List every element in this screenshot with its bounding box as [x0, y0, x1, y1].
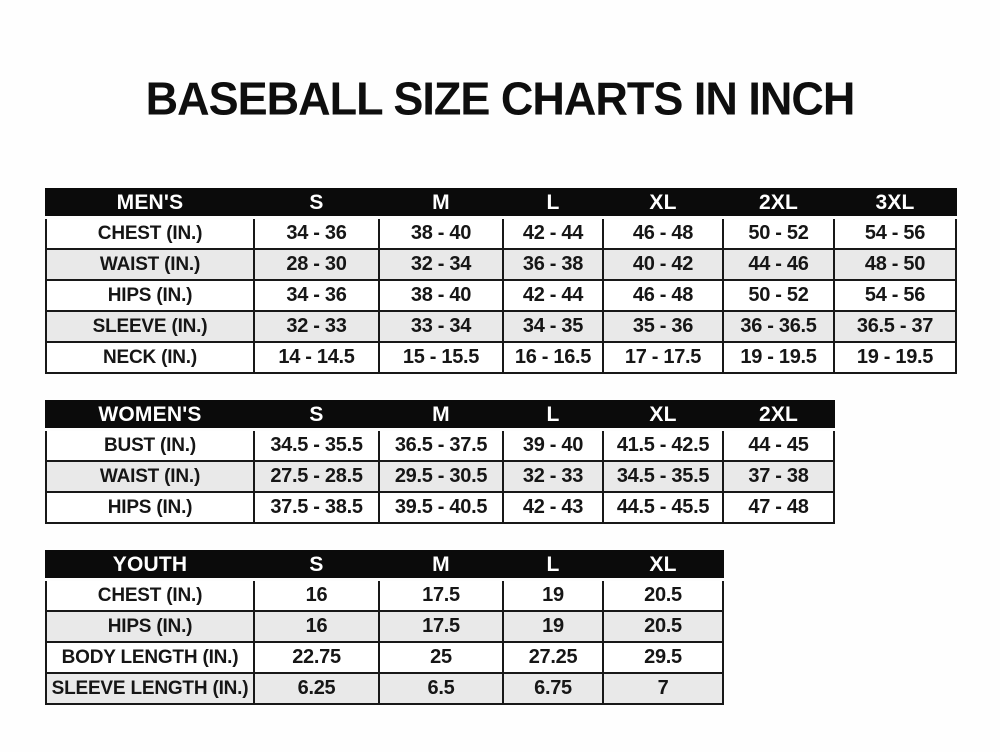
value-cell: 32 - 34	[379, 249, 503, 280]
value-cell: 17.5	[379, 611, 503, 642]
value-cell: 40 - 42	[603, 249, 723, 280]
value-cell: 54 - 56	[834, 218, 956, 250]
womens-table-grid	[45, 400, 835, 524]
size-header-cell: 2XL	[723, 189, 834, 218]
value-cell: 17.5	[379, 580, 503, 612]
size-header-cell: M	[379, 189, 503, 218]
youth-header-row	[46, 551, 723, 580]
table-row	[46, 492, 834, 523]
table-row	[46, 342, 956, 373]
value-cell: 42 - 43	[503, 492, 603, 523]
value-cell: 44.5 - 45.5	[603, 492, 723, 523]
value-cell: 19	[503, 580, 603, 612]
value-cell: 36 - 36.5	[723, 311, 834, 342]
value-cell: 36 - 38	[503, 249, 603, 280]
mens-size-table	[45, 188, 957, 374]
womens-size-table	[45, 400, 835, 524]
value-cell: 38 - 40	[379, 218, 503, 250]
table-row	[46, 280, 956, 311]
row-label-cell: BODY LENGTH (IN.)	[46, 642, 254, 673]
value-cell: 20.5	[603, 580, 723, 612]
value-cell: 16	[254, 580, 379, 612]
value-cell: 35 - 36	[603, 311, 723, 342]
value-cell: 37 - 38	[723, 461, 834, 492]
value-cell: 39.5 - 40.5	[379, 492, 503, 523]
value-cell: 33 - 34	[379, 311, 503, 342]
value-cell: 34.5 - 35.5	[254, 430, 379, 462]
value-cell: 38 - 40	[379, 280, 503, 311]
size-header-cell: S	[254, 401, 379, 430]
value-cell: 6.75	[503, 673, 603, 704]
table-row	[46, 673, 723, 704]
value-cell: 28 - 30	[254, 249, 379, 280]
value-cell: 14 - 14.5	[254, 342, 379, 373]
value-cell: 17 - 17.5	[603, 342, 723, 373]
size-header-cell: L	[503, 189, 603, 218]
youth-table-grid	[45, 550, 724, 705]
size-header-cell: M	[379, 551, 503, 580]
value-cell: 32 - 33	[254, 311, 379, 342]
value-cell: 34.5 - 35.5	[603, 461, 723, 492]
value-cell: 39 - 40	[503, 430, 603, 462]
value-cell: 36.5 - 37.5	[379, 430, 503, 462]
row-label-cell: HIPS (IN.)	[46, 611, 254, 642]
value-cell: 20.5	[603, 611, 723, 642]
value-cell: 29.5 - 30.5	[379, 461, 503, 492]
value-cell: 25	[379, 642, 503, 673]
row-label-cell: CHEST (IN.)	[46, 580, 254, 612]
womens-header-row	[46, 401, 834, 430]
value-cell: 41.5 - 42.5	[603, 430, 723, 462]
mens-table-grid	[45, 188, 957, 374]
value-cell: 50 - 52	[723, 280, 834, 311]
size-header-cell: XL	[603, 189, 723, 218]
table-row	[46, 580, 723, 612]
value-cell: 7	[603, 673, 723, 704]
size-header-cell: XL	[603, 551, 723, 580]
table-row	[46, 311, 956, 342]
row-label-cell: HIPS (IN.)	[46, 280, 254, 311]
value-cell: 46 - 48	[603, 280, 723, 311]
value-cell: 48 - 50	[834, 249, 956, 280]
table-title-cell: MEN'S	[46, 189, 254, 218]
value-cell: 50 - 52	[723, 218, 834, 250]
value-cell: 34 - 35	[503, 311, 603, 342]
row-label-cell: WAIST (IN.)	[46, 249, 254, 280]
table-row	[46, 218, 956, 250]
value-cell: 46 - 48	[603, 218, 723, 250]
value-cell: 34 - 36	[254, 280, 379, 311]
row-label-cell: CHEST (IN.)	[46, 218, 254, 250]
value-cell: 19 - 19.5	[723, 342, 834, 373]
page-title: BASEBALL SIZE CHARTS IN INCH	[145, 72, 855, 126]
row-label-cell: SLEEVE LENGTH (IN.)	[46, 673, 254, 704]
value-cell: 16	[254, 611, 379, 642]
value-cell: 29.5	[603, 642, 723, 673]
size-header-cell: S	[254, 551, 379, 580]
value-cell: 19	[503, 611, 603, 642]
table-row	[46, 461, 834, 492]
table-row	[46, 249, 956, 280]
table-row	[46, 611, 723, 642]
size-header-cell: M	[379, 401, 503, 430]
table-row	[46, 642, 723, 673]
value-cell: 44 - 46	[723, 249, 834, 280]
value-cell: 42 - 44	[503, 280, 603, 311]
value-cell: 27.25	[503, 642, 603, 673]
table-row	[46, 430, 834, 462]
size-header-cell: 2XL	[723, 401, 834, 430]
row-label-cell: SLEEVE (IN.)	[46, 311, 254, 342]
value-cell: 19 - 19.5	[834, 342, 956, 373]
size-header-cell: XL	[603, 401, 723, 430]
size-header-cell: L	[503, 551, 603, 580]
table-title-cell: YOUTH	[46, 551, 254, 580]
row-label-cell: HIPS (IN.)	[46, 492, 254, 523]
value-cell: 6.5	[379, 673, 503, 704]
row-label-cell: WAIST (IN.)	[46, 461, 254, 492]
value-cell: 42 - 44	[503, 218, 603, 250]
value-cell: 37.5 - 38.5	[254, 492, 379, 523]
value-cell: 36.5 - 37	[834, 311, 956, 342]
row-label-cell: NECK (IN.)	[46, 342, 254, 373]
value-cell: 27.5 - 28.5	[254, 461, 379, 492]
value-cell: 22.75	[254, 642, 379, 673]
value-cell: 54 - 56	[834, 280, 956, 311]
value-cell: 16 - 16.5	[503, 342, 603, 373]
value-cell: 15 - 15.5	[379, 342, 503, 373]
mens-header-row	[46, 189, 956, 218]
youth-size-table	[45, 550, 724, 705]
value-cell: 44 - 45	[723, 430, 834, 462]
size-header-cell: L	[503, 401, 603, 430]
value-cell: 47 - 48	[723, 492, 834, 523]
value-cell: 34 - 36	[254, 218, 379, 250]
value-cell: 6.25	[254, 673, 379, 704]
size-header-cell: S	[254, 189, 379, 218]
table-title-cell: WOMEN'S	[46, 401, 254, 430]
size-header-cell: 3XL	[834, 189, 956, 218]
row-label-cell: BUST (IN.)	[46, 430, 254, 462]
value-cell: 32 - 33	[503, 461, 603, 492]
